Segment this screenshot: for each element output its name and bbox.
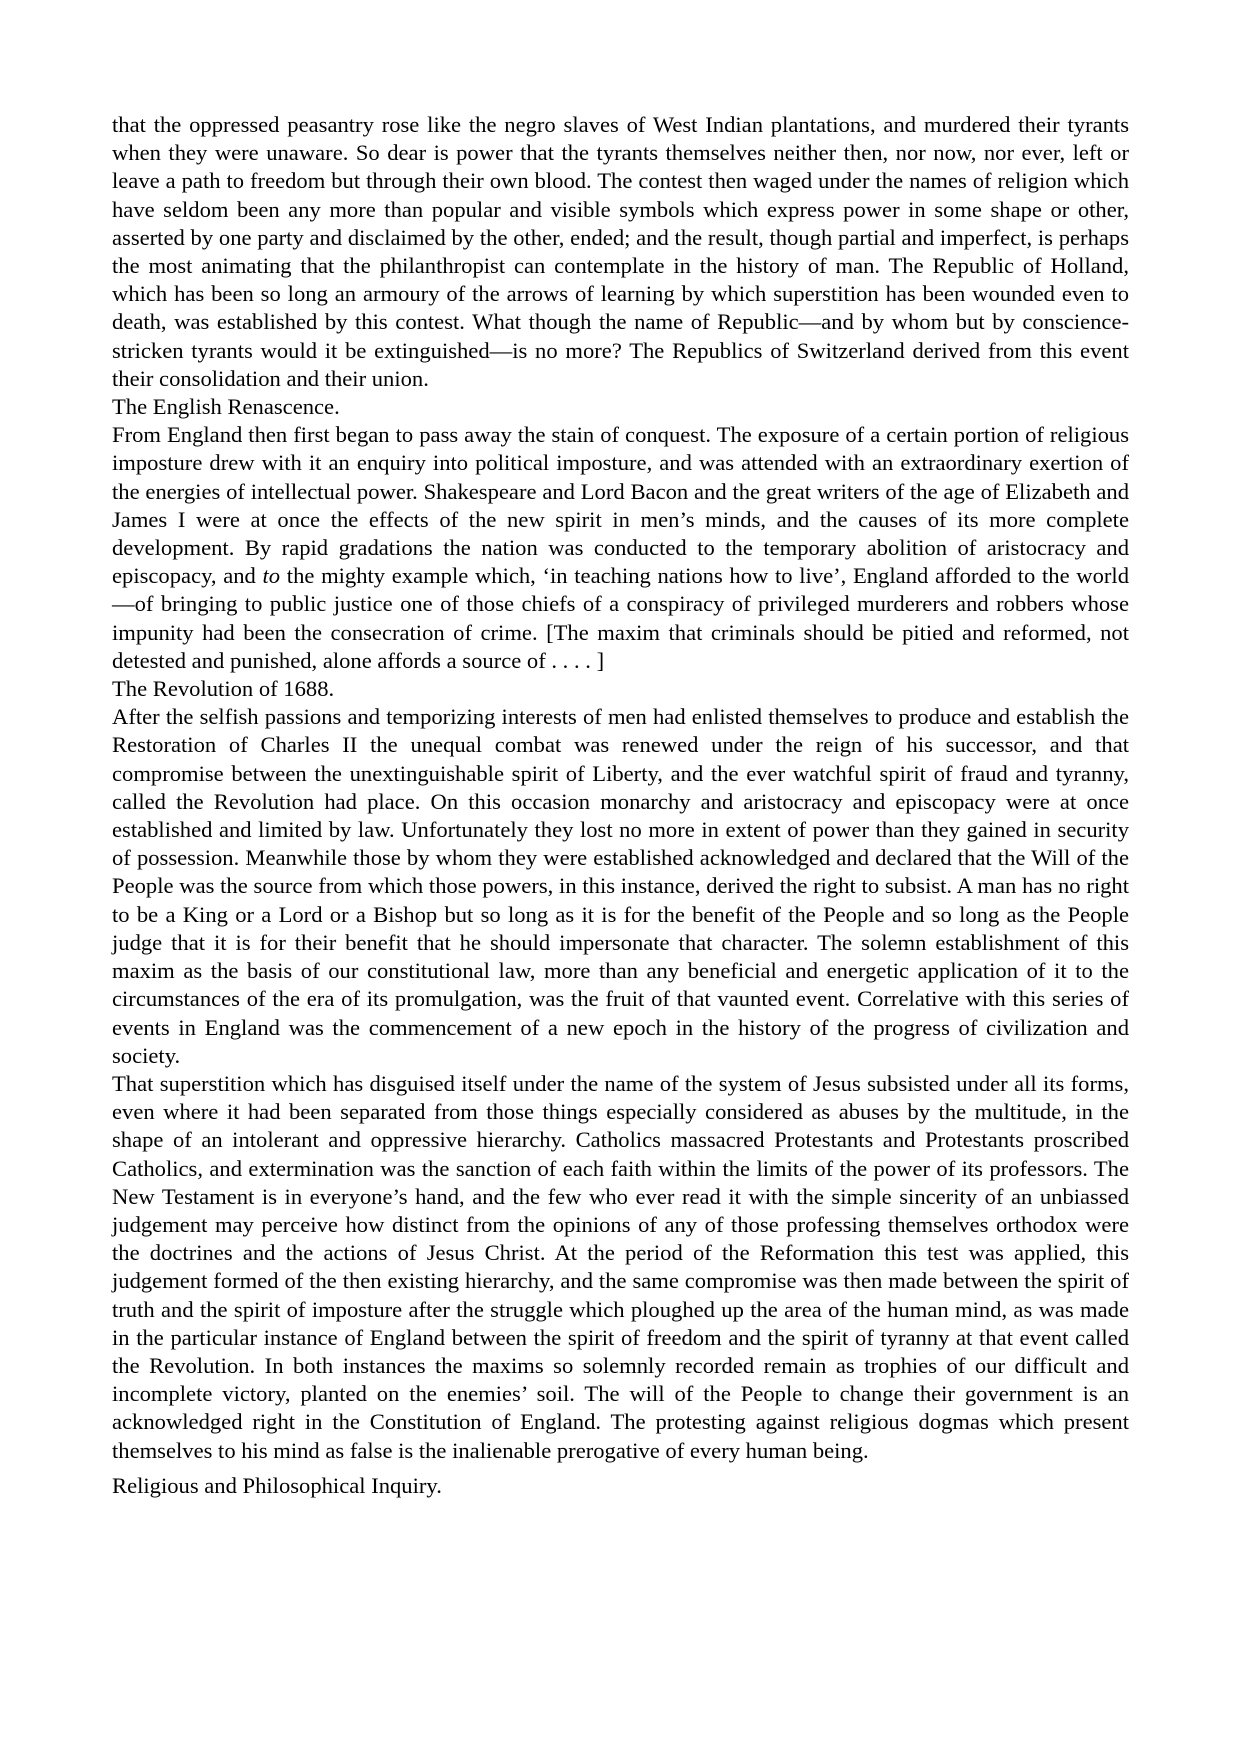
paragraph-holland-switzerland: [112, 111, 1129, 393]
italic-word: to: [262, 563, 281, 589]
paragraph-text: After the selfish passions and temporizing interests of men had enlisted themselves to produce and establish the Restoration of Charles II the unequal combat was renewed under the reign of his successor, and that compromise between the unextinguishable spirit of Liberty, and the ever watchful spirit of fraud and tyranny, called the Revolution had place. On this occasion monarchy and aristocracy and episcopacy were at once established and limited by law. Unfortunately they lost no more in extent of power than they gained in security of possession. Meanwhile those by whom they were established acknowledged and declared that the Will of the People was the source from which those powers, in this instance, derived the right to subsist. A man has no right to be a King or a Lord or a Bishop but so long as it is for the benefit of the People and so long as the People judge that it is for their benefit that he should impersonate that character. The solemn establishment of this maxim as the basis of our constitutional law, more than any beneficial and energetic application of it to the circumstances of the era of its promulgation, was the fruit of that vaunted event. Correlative with this series of events in England was the commencement of a new epoch in the history of the progress of civilization and society.: [112, 704, 1129, 1068]
section-heading-english-renascence: The English Renascence.: [112, 394, 340, 420]
section-heading-religious-philosophical-inquiry: Religious and Philosophical Inquiry.: [112, 1472, 442, 1498]
paragraph-text: that the oppressed peasantry rose like the negro slaves of West Indian plantations, and murdered their tyrants when they were unaware. So dear is power that the tyrants themselves neither then, nor now, nor ever, left or leave a path to freedom but through their own blood. The contest then waged under the names of religion which have seldom been any more than popular and visible symbols which express power in some shape or other, asserted by one party and disclaimed by the other, ended; and the result, though partial and imperfect, is perhaps the most animating that the philanthropist can contemplate in the history of man. The Republic of Holland, which has been so long an armoury of the arrows of learning by which superstition has been wounded even to death, was established by this contest. What though the name of Republic—and by whom but by conscience-stricken tyrants would it be extinguished—is no more? The Republics of Switzerland derived from this event their consolidation and their union.: [112, 112, 1129, 391]
paragraph-text: From England then first began to pass away the stain of conquest. The exposure of a certain portion of religious imposture drew with it an enquiry into political imposture, and was attended with an extraordinary exertion of the energies of intellectual power. Shakespeare and Lord Bacon and the great writers of the age of Elizabeth and James I were at once the effects of the new spirit in men’s minds, and the causes of its more complete development. By rapid gradations the nation was conducted to the temporary abolition of aristocracy and episcopacy, and: [112, 422, 1129, 589]
paragraph-superstition: [112, 1070, 1129, 1465]
document-page: [112, 111, 1129, 1500]
paragraph-revolution-1688: [112, 703, 1129, 1070]
paragraph-text: That superstition which has disguised itself under the name of the system of Jesus subsisted under all its forms, even where it had been separated from those things especially considered as abuses by the multitude, in the shape of an intolerant and oppressive hierarchy. Catholics massacred Protestants and Protestants proscribed Catholics, and extermination was the sanction of each faith within the limits of the power of its professors. The New Testament is in everyone’s hand, and the few who ever read it with the simple sincerity of an unbiassed judgement may perceive how distinct from the opinions of any of those professing themselves orthodox were the doctrines and the actions of Jesus Christ. At the period of the Reformation this test was applied, this judgement formed of the then existing hierarchy, and the same compromise was then made between the spirit of truth and the spirit of imposture after the struggle which ploughed up the area of the human mind, as was made in the particular instance of England between the spirit of freedom and the spirit of tyranny at that event called the Revolution. In both instances the maxims so solemnly recorded remain as trophies of our difficult and incomplete victory, planted on the enemies’ soil. The will of the People to change their government is an acknowledged right in the Constitution of England. The protesting against religious dogmas which present themselves to his mind as false is the inalienable prerogative of every human being.: [112, 1070, 1129, 1463]
paragraph-english-renascence: [112, 421, 1129, 675]
paragraph-text: the mighty example which, ‘in teaching nations how to live’, England afforded to the world—of bringing to public justice one of those chiefs of a conspiracy of privileged murderers and robbers whose impunity had been the consecration of crime. [The maxim that criminals should be pitied and reformed, not detested and punished, alone affords a source of . . . . ]: [112, 563, 1129, 673]
section-heading-revolution-1688: The Revolution of 1688.: [112, 676, 335, 702]
